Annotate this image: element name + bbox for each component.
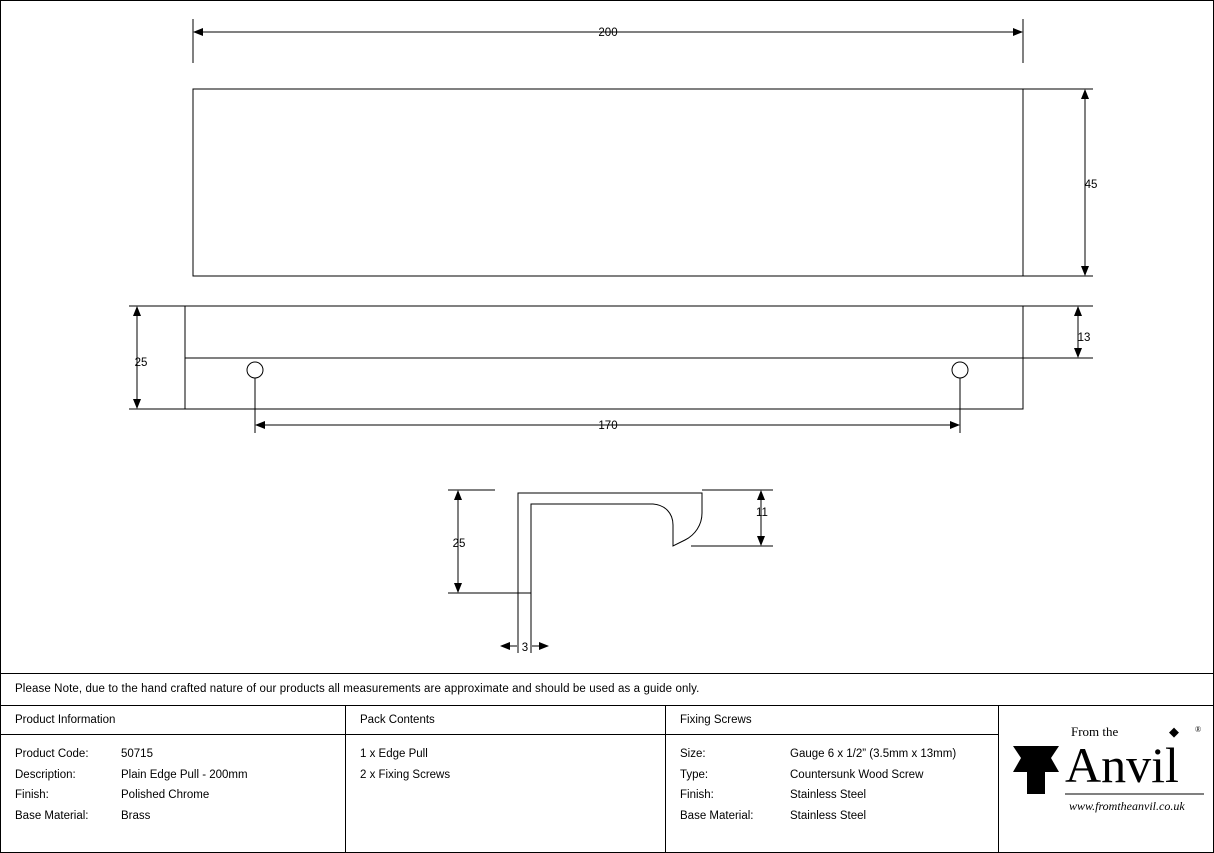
- info-row: [15, 744, 248, 765]
- fixing-hole-left: [247, 362, 263, 378]
- section-profile-outline: [518, 493, 702, 593]
- brand-line1: From the: [1071, 724, 1119, 739]
- fixing-screws-heading: Fixing Screws: [680, 714, 752, 726]
- dim-label-overall-length: 200: [598, 27, 618, 39]
- anvil-shape: [1013, 746, 1059, 772]
- dim-label-25-side: 25: [134, 357, 148, 369]
- brand-diamond: ◆: [1169, 724, 1179, 739]
- from-the-anvil-logo: [999, 706, 1213, 853]
- dim-label-13: 13: [1077, 332, 1091, 344]
- info-row: [15, 765, 248, 786]
- dimension-labels: [135, 27, 1098, 654]
- fixing-screws-list: [680, 744, 956, 826]
- product-information-column: [1, 706, 346, 853]
- pack-contents-heading: Pack Contents: [360, 714, 435, 726]
- info-row: [15, 806, 248, 827]
- screw-size-label: Size:: [680, 748, 706, 760]
- brand-registered: ®: [1195, 725, 1202, 734]
- info-columns: [1, 706, 1213, 853]
- info-row: [680, 765, 956, 786]
- base-material-value: Brass: [121, 809, 151, 822]
- brand-line2: Anvil: [1065, 737, 1179, 793]
- information-block: [1, 673, 1213, 853]
- product-information-list: [15, 744, 248, 826]
- info-row: [15, 785, 248, 806]
- product-code-label: Product Code:: [15, 748, 89, 760]
- info-row: [680, 744, 956, 765]
- list-item: 2 x Fixing Screws: [360, 768, 451, 781]
- screw-finish-value: Stainless Steel: [790, 789, 867, 802]
- fixing-screws-column: [666, 706, 999, 853]
- list-item: 1 x Edge Pull: [360, 748, 428, 760]
- screw-base-material-value: Stainless Steel: [790, 809, 867, 822]
- screw-finish-label: Finish:: [680, 789, 714, 802]
- measurement-note: Please Note, due to the hand crafted nature of our products all measurements are approximate and should be used as a guide only.: [15, 683, 700, 695]
- screw-base-material-label: Base Material:: [680, 809, 754, 822]
- screw-type-label: Type:: [680, 768, 709, 781]
- product-information-heading: Product Information: [15, 714, 116, 726]
- anvil-mark: [1013, 746, 1059, 794]
- column-divider: [1, 734, 345, 735]
- screw-size-value: Gauge 6 x 1/2” (3.5mm x 13mm): [790, 748, 957, 760]
- dim-label-11: 11: [756, 507, 768, 519]
- front-face-outline: [193, 89, 1023, 276]
- note-row: [1, 673, 1213, 706]
- dim-label-profile-25: 25: [452, 538, 466, 550]
- brand-column: [999, 706, 1213, 853]
- column-divider: [346, 734, 665, 735]
- screw-type-value: Countersunk Wood Screw: [790, 768, 924, 781]
- finish-value: Polished Chrome: [121, 789, 210, 802]
- info-row: [680, 785, 956, 806]
- fixing-hole-right: [952, 362, 968, 378]
- column-divider: [666, 734, 998, 735]
- description-value: Plain Edge Pull - 200mm: [121, 768, 248, 781]
- info-row: [680, 806, 956, 827]
- dim-label-45: 45: [1084, 179, 1098, 191]
- pack-contents-column: [346, 706, 666, 853]
- dim-label-170: 170: [598, 420, 618, 432]
- finish-label: Finish:: [15, 789, 49, 802]
- pack-contents-list: [360, 744, 450, 785]
- base-material-label: Base Material:: [15, 809, 89, 822]
- anvil-base: [1027, 772, 1045, 794]
- description-label: Description:: [15, 768, 76, 781]
- brand-website: www.fromtheanvil.co.uk: [1069, 799, 1185, 813]
- dim-label-3: 3: [521, 642, 529, 654]
- product-code-value: 50715: [121, 748, 153, 760]
